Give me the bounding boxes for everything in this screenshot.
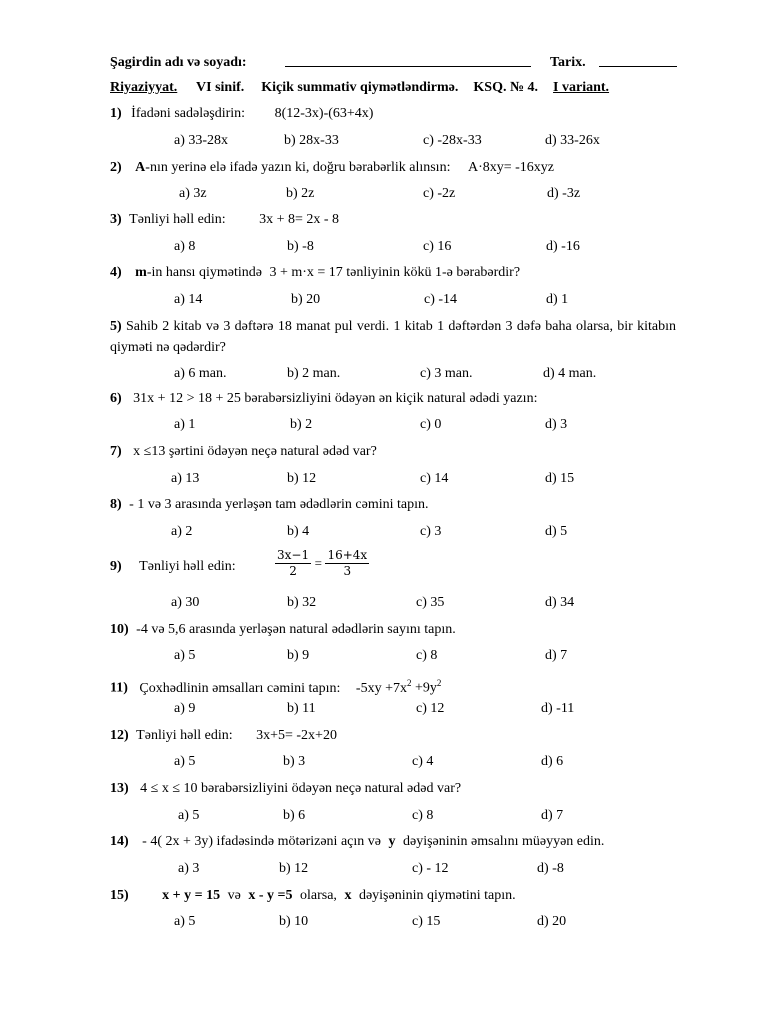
q9-option-a[interactable]: a) 30 xyxy=(171,595,200,610)
question-7: 7) x ≤13 şərtini ödəyən neçə natural ədəd var? xyxy=(110,444,377,459)
q5-option-a[interactable]: a) 6 man. xyxy=(174,366,227,381)
q13-option-d[interactable]: d) 7 xyxy=(541,808,564,823)
q8-option-d[interactable]: d) 5 xyxy=(545,524,568,539)
question-13: 13) 4 ≤ x ≤ 10 bərabərsizliyini ödəyən neçə natural ədəd var? xyxy=(110,781,462,796)
question-10: 10) -4 və 5,6 arasında yerləşən natural ədədlərin sayını tapın. xyxy=(110,622,456,637)
q6-option-c[interactable]: c) 0 xyxy=(420,417,442,432)
date-field[interactable] xyxy=(599,66,677,67)
q2-option-b[interactable]: b) 2z xyxy=(286,186,315,201)
question-8: 8) - 1 və 3 arasında yerləşən tam ədədlərin cəmini tapın. xyxy=(110,497,429,512)
q9-option-d[interactable]: d) 34 xyxy=(545,595,575,610)
q1-option-d[interactable]: d) 33-26x xyxy=(545,133,600,148)
question-5: 5) Sahib 2 kitab və 3 dəftərə 18 manat pul verdi. 1 kitab 1 dəftərdən 3 dəfə baha olarsa, bir kitabın qiyməti nə qədərdir? xyxy=(110,319,677,355)
question-14: 14) - 4( 2x + 3y) ifadəsində mötərizəni açın və y dəyişəninin əmsalını müəyyən edin. xyxy=(110,834,605,849)
q10-option-d[interactable]: d) 7 xyxy=(545,648,568,663)
q9-equation: $\frac{3x-1}{2}$ = $\frac{16+4x}{3}$ xyxy=(277,548,368,578)
variant: I variant. xyxy=(553,80,610,95)
q3-option-d[interactable]: d) -16 xyxy=(546,239,580,254)
q15-option-a[interactable]: a) 5 xyxy=(174,914,196,929)
q14-option-b[interactable]: b) 12 xyxy=(279,861,309,876)
question-6: 6) 31x + 12 > 18 + 25 bərabərsizliyini ödəyən ən kiçik natural ədədi yazın: xyxy=(110,391,538,406)
q11-option-c[interactable]: c) 12 xyxy=(416,701,445,716)
q6-option-d[interactable]: d) 3 xyxy=(545,417,568,432)
question-12: 12) Tənliyi həll edin: 3x+5= -2x+20 xyxy=(110,728,337,743)
ksq-number: KSQ. № 4. xyxy=(473,80,539,95)
q12-option-b[interactable]: b) 3 xyxy=(283,754,306,769)
q13-option-a[interactable]: a) 5 xyxy=(178,808,200,823)
q8-option-b[interactable]: b) 4 xyxy=(287,524,310,539)
question-1: 1) İfadəni sadələşdirin: 8(12-3x)-(63+4x) xyxy=(110,106,374,121)
q12-option-c[interactable]: c) 4 xyxy=(412,754,434,769)
q10-option-a[interactable]: a) 5 xyxy=(174,648,196,663)
q7-option-c[interactable]: c) 14 xyxy=(420,471,449,486)
q9-option-c[interactable]: c) 35 xyxy=(416,595,445,610)
q5-option-b[interactable]: b) 2 man. xyxy=(287,366,341,381)
q10-option-c[interactable]: c) 8 xyxy=(416,648,438,663)
q11-option-a[interactable]: a) 9 xyxy=(174,701,196,716)
q2-option-c[interactable]: c) -2z xyxy=(423,186,456,201)
q15-option-b[interactable]: b) 10 xyxy=(279,914,309,929)
q9-fraction-left: $\frac{3x-1}{2}$ xyxy=(277,548,310,578)
q8-option-c[interactable]: c) 3 xyxy=(420,524,442,539)
q14-option-d[interactable]: d) -8 xyxy=(537,861,564,876)
q7-option-d[interactable]: d) 15 xyxy=(545,471,575,486)
q13-option-b[interactable]: b) 6 xyxy=(283,808,306,823)
question-3: 3) Tənliyi həll edin: 3x + 8= 2x - 8 xyxy=(110,212,340,227)
q9-fraction-right: $\frac{16+4x}{3}$ xyxy=(327,548,368,578)
q3-option-c[interactable]: c) 16 xyxy=(423,239,452,254)
q7-option-a[interactable]: a) 13 xyxy=(171,471,200,486)
q4-option-b[interactable]: b) 20 xyxy=(291,292,321,307)
grade: VI sinif. xyxy=(196,80,245,95)
test-type: Kiçik summativ qiymətləndirmə. xyxy=(261,80,459,95)
title-line xyxy=(110,80,609,96)
q3-option-b[interactable]: b) -8 xyxy=(287,239,314,254)
subject: Riyaziyyat. xyxy=(110,80,178,95)
q1-option-b[interactable]: b) 28x-33 xyxy=(284,133,339,148)
question-15: 15) x + y = 15 və x - y =5 olarsa, x dəyişəninin qiymətini tapın. xyxy=(110,888,516,903)
q14-option-a[interactable]: a) 3 xyxy=(178,861,200,876)
q10-option-b[interactable]: b) 9 xyxy=(287,648,310,663)
q4-option-a[interactable]: a) 14 xyxy=(174,292,203,307)
q13-option-c[interactable]: c) 8 xyxy=(412,808,434,823)
q5-option-d[interactable]: d) 4 man. xyxy=(543,366,597,381)
q8-option-a[interactable]: a) 2 xyxy=(171,524,193,539)
q4-option-c[interactable]: c) -14 xyxy=(424,292,458,307)
student-name-label: Şagirdin adı və soyadı: xyxy=(110,55,247,70)
q3-option-a[interactable]: a) 8 xyxy=(174,239,196,254)
q12-option-d[interactable]: d) 6 xyxy=(541,754,564,769)
q15-option-c[interactable]: c) 15 xyxy=(412,914,441,929)
q14-option-c[interactable]: c) - 12 xyxy=(412,861,449,876)
q5-option-c[interactable]: c) 3 man. xyxy=(420,366,473,381)
q6-option-b[interactable]: b) 2 xyxy=(290,417,313,432)
q2-option-a[interactable]: a) 3z xyxy=(179,186,207,201)
question-11: 11) Çoxhədlinin əmsalları cəmini tapın: $-5xy +7x^2 +9y^2$ xyxy=(110,678,442,696)
q12-option-a[interactable]: a) 5 xyxy=(174,754,196,769)
date-label: Tarix. xyxy=(550,55,586,70)
q7-option-b[interactable]: b) 12 xyxy=(287,471,317,486)
q11-option-d[interactable]: d) -11 xyxy=(541,701,575,716)
q1-option-a[interactable]: a) 33-28x xyxy=(174,133,229,148)
q6-option-a[interactable]: a) 1 xyxy=(174,417,196,432)
q1-option-c[interactable]: c) -28x-33 xyxy=(423,133,482,148)
q11-option-b[interactable]: b) 11 xyxy=(287,701,316,716)
q15-option-d[interactable]: d) 20 xyxy=(537,914,567,929)
q4-option-d[interactable]: d) 1 xyxy=(546,292,569,307)
student-name-field[interactable] xyxy=(285,66,531,67)
q2-option-d[interactable]: d) -3z xyxy=(547,186,581,201)
question-2: 2) A-nın yerinə elə ifadə yazın ki, doğru bərabərlik alınsın: A·8xy= -16xyz xyxy=(110,160,555,175)
question-9: 9) Tənliyi həll edin: xyxy=(110,559,236,574)
question-4: 4) m-in hansı qiymətində 3 + m·x = 17 tənliyinin kökü 1-ə bərabərdir? xyxy=(110,265,521,280)
q9-option-b[interactable]: b) 32 xyxy=(287,595,317,610)
